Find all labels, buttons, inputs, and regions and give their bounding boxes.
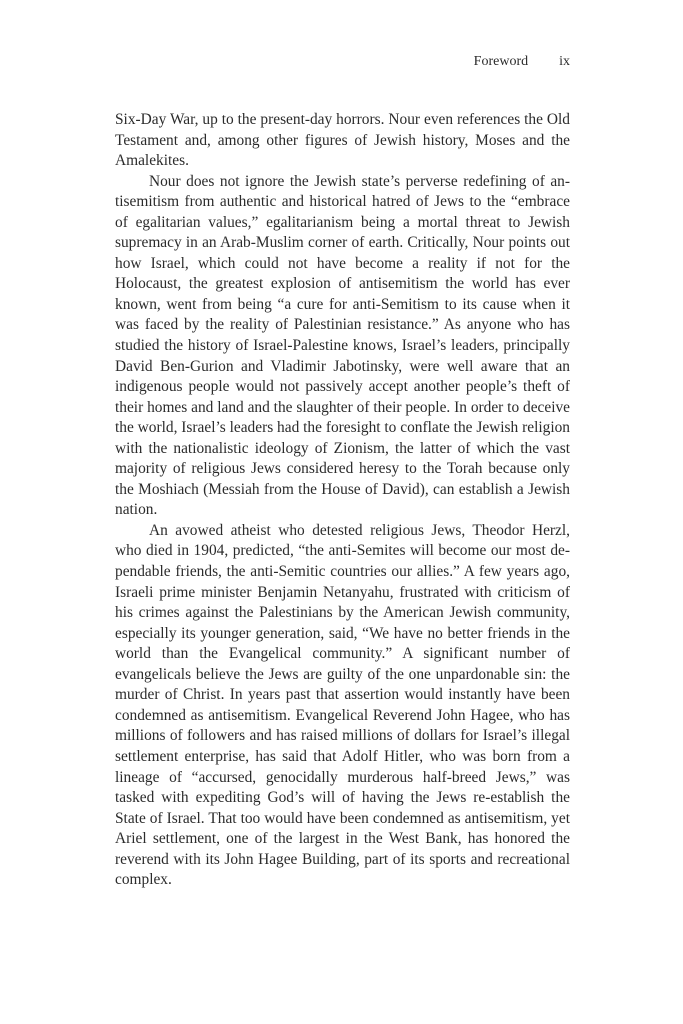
paragraph-2: Nour does not ignore the Jewish state’s perverse redefining of antisemitism from authentic and historical hatred of Jews to the “embrace of egalitarian values,” egalitarianism being a mortal threat to Jewish supremacy in an Arab-Muslim corner of earth. Critically, Nour points out how Israel, which could not have become a reality if not for the Holocaust, the greatest explosion of antisemitism the world has ever known, went from being “a cure for anti-Semitism to its cause when it was faced by the reality of Palestinian resistance.” As anyone who has studied the history of Israel-Palestine knows, Israel’s leaders, principally David Ben-Gurion and Vladimir Jabotinsky, were well aware that an indigenous people would not passively accept another people’s theft of their homes and land and the slaughter of their people. In order to deceive the world, Israel’s leaders had the foresight to conflate the Jewish religion with the nationalistic ideology of Zionism, the latter of which the vast majority of religious Jews considered heresy to the Torah because only the Moshiach (Messiah from the House of David), can establish a Jewish nation. xyxy=(115,172,570,519)
page-number: ix xyxy=(559,54,570,69)
paragraph-1: Six-Day War, up to the present-day horrors. Nour even references the Old Testament and, among other figures of Jewish history, Moses and the Amalekites. xyxy=(115,111,570,170)
running-head-section: Foreword xyxy=(473,54,529,69)
paragraph-3: An avowed atheist who detested religious Jews, Theodor Herzl, who died in 1904, predicted, “the anti-Semites will become our most dependable friends, the anti-Semitic countries our allies.” A few years ago, Israeli prime minister Benjamin Netanyahu, frustrated with criticism of his crimes against the Palestinians by the American Jewish community, especially its younger generation, said, “We have no better friends in the world than the Evangelical community.” A significant number of evangelicals believe the Jews are guilty of the one unpardonable sin: the murder of Christ. In years past that assertion would instantly have been condemned as antisemitism. Evangelical Reverend John Hagee, who has millions of followers and has raised millions of dollars for Israel’s illegal settlement enterprise, has said that Adolf Hitler, who was born from a lineage of “accursed, genocidally murderous half-breed Jews,” was tasked with expediting God’s will of having the Jews re-establish the State of Israel. That too would have been condemned as antisemitism, yet Ariel settlement, one of the largest in the West Bank, has honored the reverend with its John Hagee Building, part of its sports and recreational complex. xyxy=(115,521,570,889)
running-head xyxy=(474,53,570,71)
body-text xyxy=(115,110,570,891)
